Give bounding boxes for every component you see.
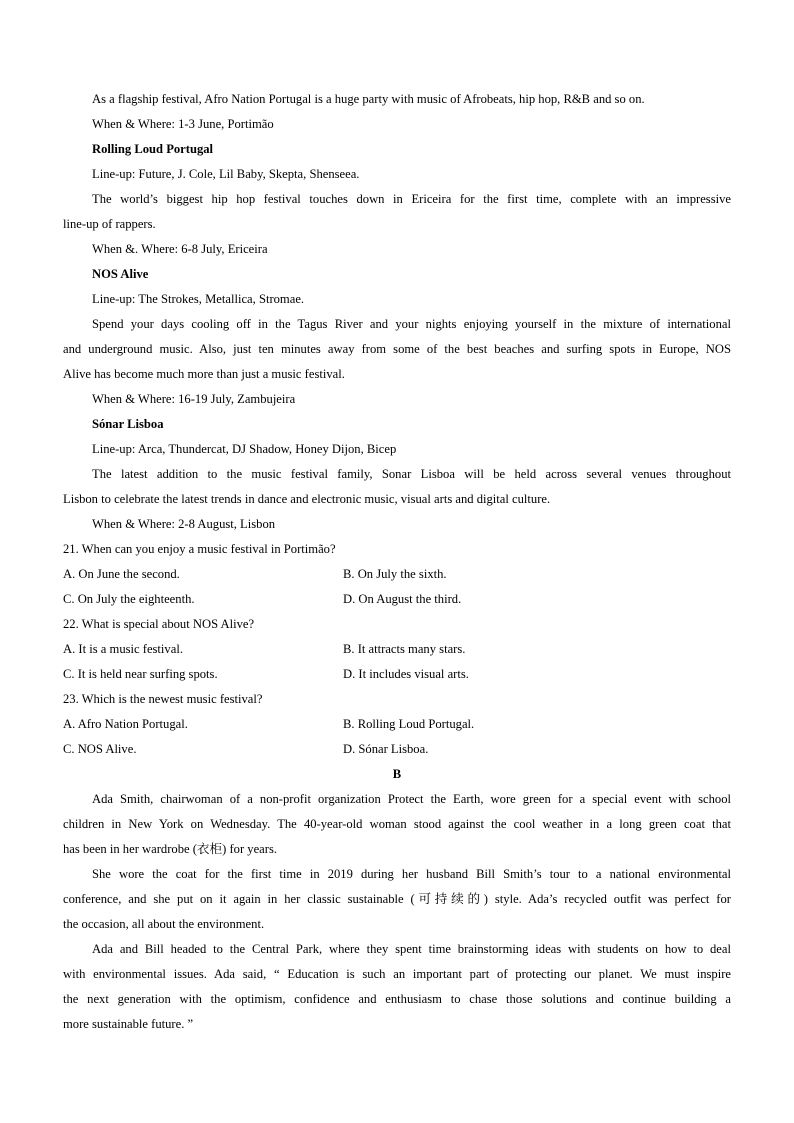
nos-alive-title: NOS Alive xyxy=(92,267,149,281)
passage-b-line: She wore the coat for the first time in 2019 during her husband Bill Smith’s tour to a national environmental xyxy=(92,867,731,881)
option-d: D. Sónar Lisboa. xyxy=(343,742,429,756)
sonar-lisboa-title: Sónar Lisboa xyxy=(92,417,164,431)
question-23-options-row xyxy=(63,737,731,762)
nos-alive-description-line: and underground music. Also, just ten minutes away from some of the best beaches and surfing spots in Europe, NOS xyxy=(63,342,731,356)
option-a: A. It is a music festival. xyxy=(63,642,183,656)
passage-b-line: children in New York on Wednesday. The 40-year-old woman stood against the cool weather in a long green coat that xyxy=(63,817,731,831)
passage-b-line: the occasion, all about the environment. xyxy=(63,917,265,931)
option-a: A. On June the second. xyxy=(63,567,180,581)
sonar-lisboa-description-line: The latest addition to the music festival family, Sonar Lisboa will be held across several venues throughout xyxy=(92,467,731,481)
option-c: C. It is held near surfing spots. xyxy=(63,667,218,681)
rolling-loud-title: Rolling Loud Portugal xyxy=(92,142,214,156)
document-page xyxy=(63,87,731,1037)
passage-b-line: more sustainable future. ” xyxy=(63,1017,194,1031)
question-22-options-row xyxy=(63,662,731,687)
question-22-stem: 22. What is special about NOS Alive? xyxy=(63,617,255,631)
section-b-heading: B xyxy=(392,767,402,781)
passage-b-line: the next generation with the optimism, confidence and enthusiasm to chase those solutions and continue building a xyxy=(63,992,731,1006)
nos-alive-description-line: Alive has become much more than just a music festival. xyxy=(63,367,345,381)
passage-b-line: with environmental issues. Ada said, “ Education is such an important part of protecting our planet. We must inspire xyxy=(63,967,731,981)
nos-alive-lineup: Line-up: The Strokes, Metallica, Stromae. xyxy=(92,292,305,306)
rolling-loud-when-where: When &. Where: 6-8 July, Ericeira xyxy=(92,242,268,256)
passage-b-line: Ada Smith, chairwoman of a non-profit organization Protect the Earth, wore green for a special event with school xyxy=(92,792,731,806)
passage-b-line: Ada and Bill headed to the Central Park, where they spent time brainstorming ideas with students on how to deal xyxy=(92,942,731,956)
option-c: C. On July the eighteenth. xyxy=(63,592,195,606)
sonar-lisboa-description-line: Lisbon to celebrate the latest trends in dance and electronic music, visual arts and digital culture. xyxy=(63,492,551,506)
question-21-options-row xyxy=(63,562,731,587)
option-b: B. On July the sixth. xyxy=(343,567,447,581)
nos-alive-description-line: Spend your days cooling off in the Tagus River and your nights enjoying yourself in the mixture of international xyxy=(92,317,731,331)
passage-b-line: conference, and she put on it again in her classic sustainable (可持续的) style. Ada’s recycled outfit was perfect for xyxy=(63,892,731,906)
afro-nation-when-where: When & Where: 1-3 June, Portimão xyxy=(92,117,274,131)
option-b: B. Rolling Loud Portugal. xyxy=(343,717,475,731)
question-21-stem: 21. When can you enjoy a music festival in Portimão? xyxy=(63,542,336,556)
option-d: D. It includes visual arts. xyxy=(343,667,469,681)
question-22-options-row xyxy=(63,637,731,662)
question-23-stem: 23. Which is the newest music festival? xyxy=(63,692,263,706)
option-a: A. Afro Nation Portugal. xyxy=(63,717,188,731)
passage-b-line: has been in her wardrobe (衣柜) for years. xyxy=(63,842,278,856)
sonar-lisboa-lineup: Line-up: Arca, Thundercat, DJ Shadow, Honey Dijon, Bicep xyxy=(92,442,397,456)
afro-nation-description: As a flagship festival, Afro Nation Portugal is a huge party with music of Afrobeats, hip hop, R&B and so on. xyxy=(92,92,645,106)
nos-alive-when-where: When & Where: 16-19 July, Zambujeira xyxy=(92,392,296,406)
rolling-loud-description-line: The world’s biggest hip hop festival touches down in Ericeira for the first time, complete with an impressive xyxy=(92,192,731,206)
question-23-options-row xyxy=(63,712,731,737)
rolling-loud-description-line: line-up of rappers. xyxy=(63,217,156,231)
sonar-lisboa-when-where: When & Where: 2-8 August, Lisbon xyxy=(92,517,276,531)
option-c: C. NOS Alive. xyxy=(63,742,137,756)
question-21-options-row xyxy=(63,587,731,612)
option-b: B. It attracts many stars. xyxy=(343,642,466,656)
rolling-loud-lineup: Line-up: Future, J. Cole, Lil Baby, Skepta, Shenseea. xyxy=(92,167,360,181)
option-d: D. On August the third. xyxy=(343,592,462,606)
